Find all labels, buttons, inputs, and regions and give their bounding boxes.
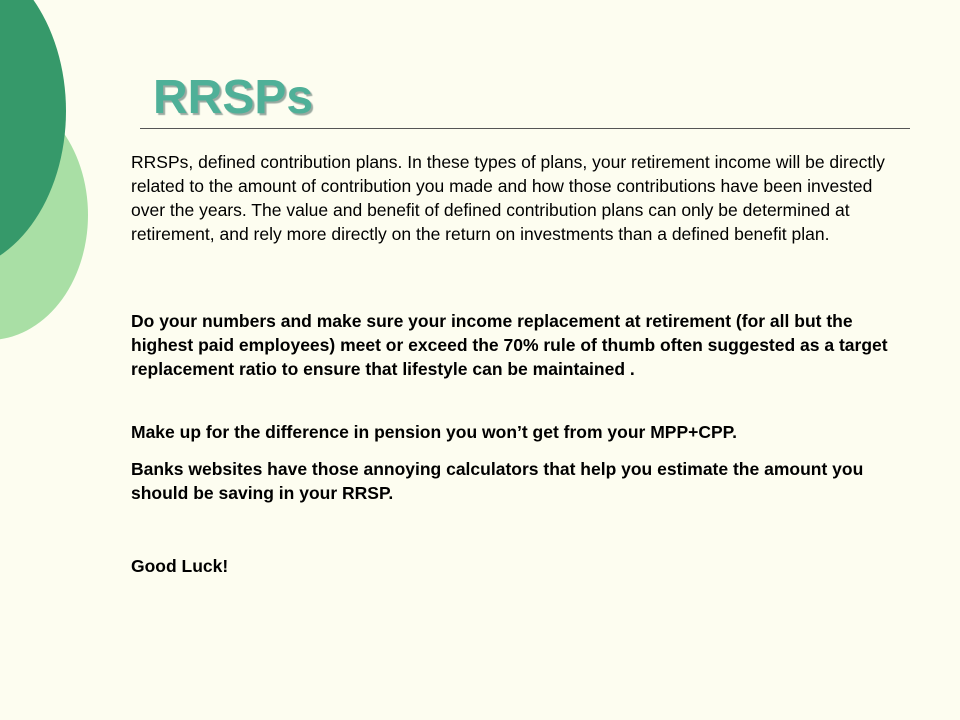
title-divider	[140, 128, 910, 129]
point-pension-difference: Make up for the difference in pension you won’t get from your MPP+CPP.	[131, 422, 737, 442]
intro-paragraph: RRSPs, defined contribution plans. In these types of plans, your retirement income will be directly related to the amount of contribution you made and how those contributions have been invested over the years. The value and benefit of defined contribution plans can only be determined at retirement, and rely more directly on the return on investments than a defined benefit plan.	[131, 152, 885, 244]
slide-title: RRSPs	[153, 71, 314, 124]
point-income-replacement: Do your numbers and make sure your income replacement at retirement (for all but the highest paid employees) meet or exceed the 70% rule of thumb often suggested as a target replacement ratio to ensure that lifestyle can be maintained .	[131, 311, 888, 379]
point-bank-calculators: Banks websites have those annoying calculators that help you estimate the amount you should be saving in your RRSP.	[131, 459, 864, 503]
point-good-luck: Good Luck!	[131, 556, 229, 576]
